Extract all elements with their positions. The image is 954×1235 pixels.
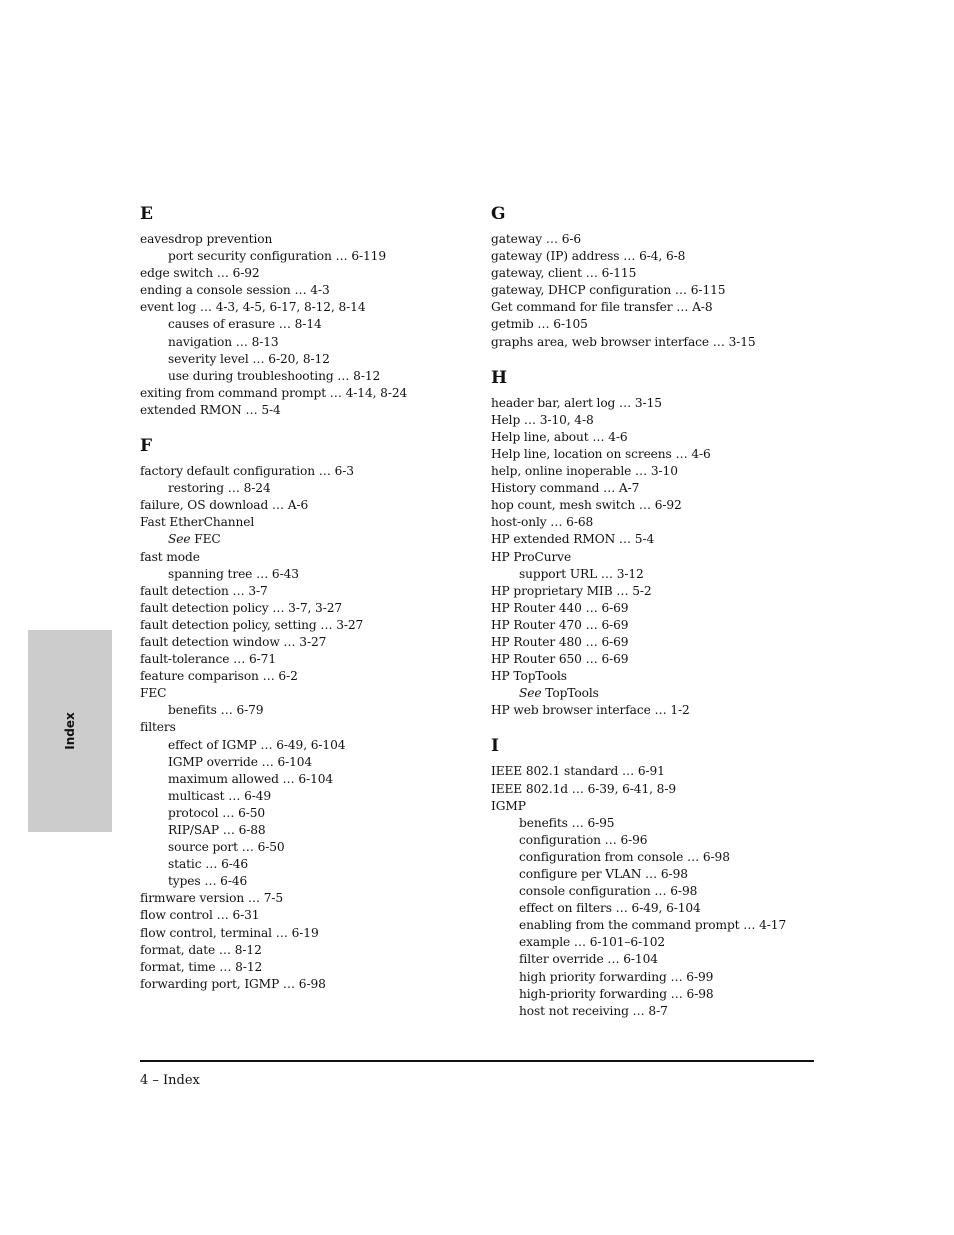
index-subentry: effect of IGMP … 6-49, 6-104: [168, 737, 346, 752]
index-entry: edge switch … 6-92: [140, 266, 260, 281]
index-subentry: benefits … 6-95: [519, 815, 615, 830]
index-section-f: [140, 435, 480, 993]
index-subentry: maximum allowed … 6-104: [168, 771, 334, 786]
index-entry: HP extended RMON … 5-4: [491, 532, 655, 547]
index-subentry: high priority forwarding … 6-99: [519, 969, 714, 984]
index-entry: feature comparison … 6-2: [140, 669, 298, 684]
index-section-e: [140, 203, 480, 419]
index-entry: IGMP: [491, 798, 526, 813]
index-column-right: [491, 203, 831, 1036]
index-entry: fast mode: [140, 549, 200, 564]
index-entry: ending a console session … 4-3: [140, 283, 330, 298]
index-entry: eavesdrop prevention: [140, 232, 273, 246]
index-entry: IEEE 802.1 standard … 6-91: [491, 764, 665, 779]
see-reference-target: FEC: [194, 532, 221, 547]
index-subentry: configuration from console … 6-98: [519, 849, 730, 864]
index-side-tab-label: Index: [63, 712, 77, 750]
index-entry: graphs area, web browser interface … 3-15: [491, 334, 756, 349]
index-entry: HP Router 440 … 6-69: [491, 600, 629, 615]
index-entry: extended RMON … 5-4: [140, 402, 281, 417]
index-entry: gateway … 6-6: [491, 232, 582, 246]
index-subentry: effect on filters … 6-49, 6-104: [519, 901, 701, 916]
index-subentry: restoring … 8-24: [168, 481, 271, 496]
section-letter: G: [491, 204, 506, 224]
index-subentry: configuration … 6-96: [519, 832, 648, 847]
index-entry: HP Router 480 … 6-69: [491, 634, 629, 649]
index-entry: exiting from command prompt … 4-14, 8-24: [140, 385, 408, 400]
index-entry: History command … A-7: [491, 481, 640, 496]
index-entry: fault detection … 3-7: [140, 583, 268, 598]
index-entry: filters: [140, 720, 176, 735]
index-subentry: severity level … 6-20, 8-12: [168, 351, 330, 366]
see-reference-label: See: [168, 532, 191, 547]
footer-rule: [140, 1060, 814, 1062]
index-entry: event log … 4-3, 4-5, 6-17, 8-12, 8-14: [140, 300, 366, 315]
index-entry: HP Router 470 … 6-69: [491, 617, 629, 632]
index-subentry: navigation … 8-13: [168, 334, 279, 349]
section-letter: H: [491, 367, 508, 388]
index-entry: format, time … 8-12: [140, 959, 263, 974]
index-column-left: [140, 203, 480, 1009]
index-entry: host-only … 6-68: [491, 515, 594, 530]
index-entry: Help … 3-10, 4-8: [491, 412, 594, 427]
index-section-i: [491, 735, 831, 1019]
index-entry: Get command for file transfer … A-8: [491, 300, 713, 315]
index-subentry: use during troubleshooting … 8-12: [168, 368, 381, 383]
index-entry: firmware version … 7-5: [140, 891, 284, 906]
index-entry: getmib … 6-105: [491, 317, 588, 332]
index-entry: fault detection window … 3-27: [140, 634, 327, 649]
index-subentry: types … 6-46: [168, 874, 248, 889]
see-reference-target: TopTools: [545, 686, 599, 701]
index-subentry: high-priority forwarding … 6-98: [519, 986, 714, 1001]
index-entry: FEC: [140, 686, 167, 701]
index-entry: failure, OS download … A-6: [140, 498, 309, 513]
index-entry: HP web browser interface … 1-2: [491, 703, 690, 718]
index-entry: HP TopTools: [491, 669, 567, 684]
index-entry: help, online inoperable … 3-10: [491, 464, 678, 479]
index-subentry: [491, 685, 831, 702]
see-reference-label: See: [519, 686, 542, 701]
index-subentry: benefits … 6-79: [168, 703, 264, 718]
index-entry: header bar, alert log … 3-15: [491, 395, 662, 410]
index-entry: fault detection policy … 3-7, 3-27: [140, 600, 343, 615]
index-subentry: port security configuration … 6-119: [168, 249, 386, 264]
index-subentry: filter override … 6-104: [519, 952, 658, 967]
index-subentry: configure per VLAN … 6-98: [519, 867, 688, 881]
index-subentry: RIP/SAP … 6-88: [168, 823, 266, 837]
index-entry: Help line, about … 4-6: [491, 429, 628, 444]
page-footer: 4 – Index: [140, 1073, 200, 1088]
index-entry: hop count, mesh switch … 6-92: [491, 498, 682, 513]
index-subentry: [140, 531, 480, 548]
index-subentry: support URL … 3-12: [519, 566, 644, 581]
index-entry: Fast EtherChannel: [140, 515, 255, 530]
index-entry: fault detection policy, setting … 3-27: [140, 617, 364, 632]
index-subentry: example … 6-101–6-102: [519, 935, 666, 950]
index-subentry: console configuration … 6-98: [519, 884, 698, 899]
index-entry: HP proprietary MIB … 5-2: [491, 583, 652, 598]
index-subentry: enabling from the command prompt … 4-17: [519, 918, 787, 933]
index-entry: HP ProCurve: [491, 549, 572, 564]
index-subentry: IGMP override … 6-104: [168, 754, 313, 769]
index-entry: fault-tolerance … 6-71: [140, 652, 276, 667]
index-entry: gateway, client … 6-115: [491, 266, 637, 281]
index-subentry: host not receiving … 8-7: [519, 1003, 668, 1018]
index-entry: Help line, location on screens … 4-6: [491, 446, 711, 461]
section-letter: F: [140, 436, 153, 457]
index-section-g: [491, 203, 831, 351]
index-entry: factory default configuration … 6-3: [140, 464, 354, 479]
index-entry: flow control … 6-31: [140, 908, 260, 923]
index-subentry: static … 6-46: [168, 857, 249, 872]
index-subentry: protocol … 6-50: [168, 805, 266, 820]
index-subentry: source port … 6-50: [168, 840, 285, 855]
index-section-h: [491, 367, 831, 720]
index-entry: format, date … 8-12: [140, 942, 262, 957]
section-letter: E: [140, 204, 153, 224]
index-subentry: causes of erasure … 8-14: [168, 317, 322, 332]
index-entry: gateway, DHCP configuration … 6-115: [491, 283, 726, 298]
index-subentry: spanning tree … 6-43: [168, 566, 299, 581]
index-entry: flow control, terminal … 6-19: [140, 925, 319, 940]
index-entry: forwarding port, IGMP … 6-98: [140, 976, 326, 991]
section-letter: I: [491, 736, 499, 757]
index-entry: HP Router 650 … 6-69: [491, 652, 629, 667]
index-subentry: multicast … 6-49: [168, 788, 272, 803]
index-entry: IEEE 802.1d … 6-39, 6-41, 8-9: [491, 781, 676, 796]
index-entry: gateway (IP) address … 6-4, 6-8: [491, 249, 686, 264]
